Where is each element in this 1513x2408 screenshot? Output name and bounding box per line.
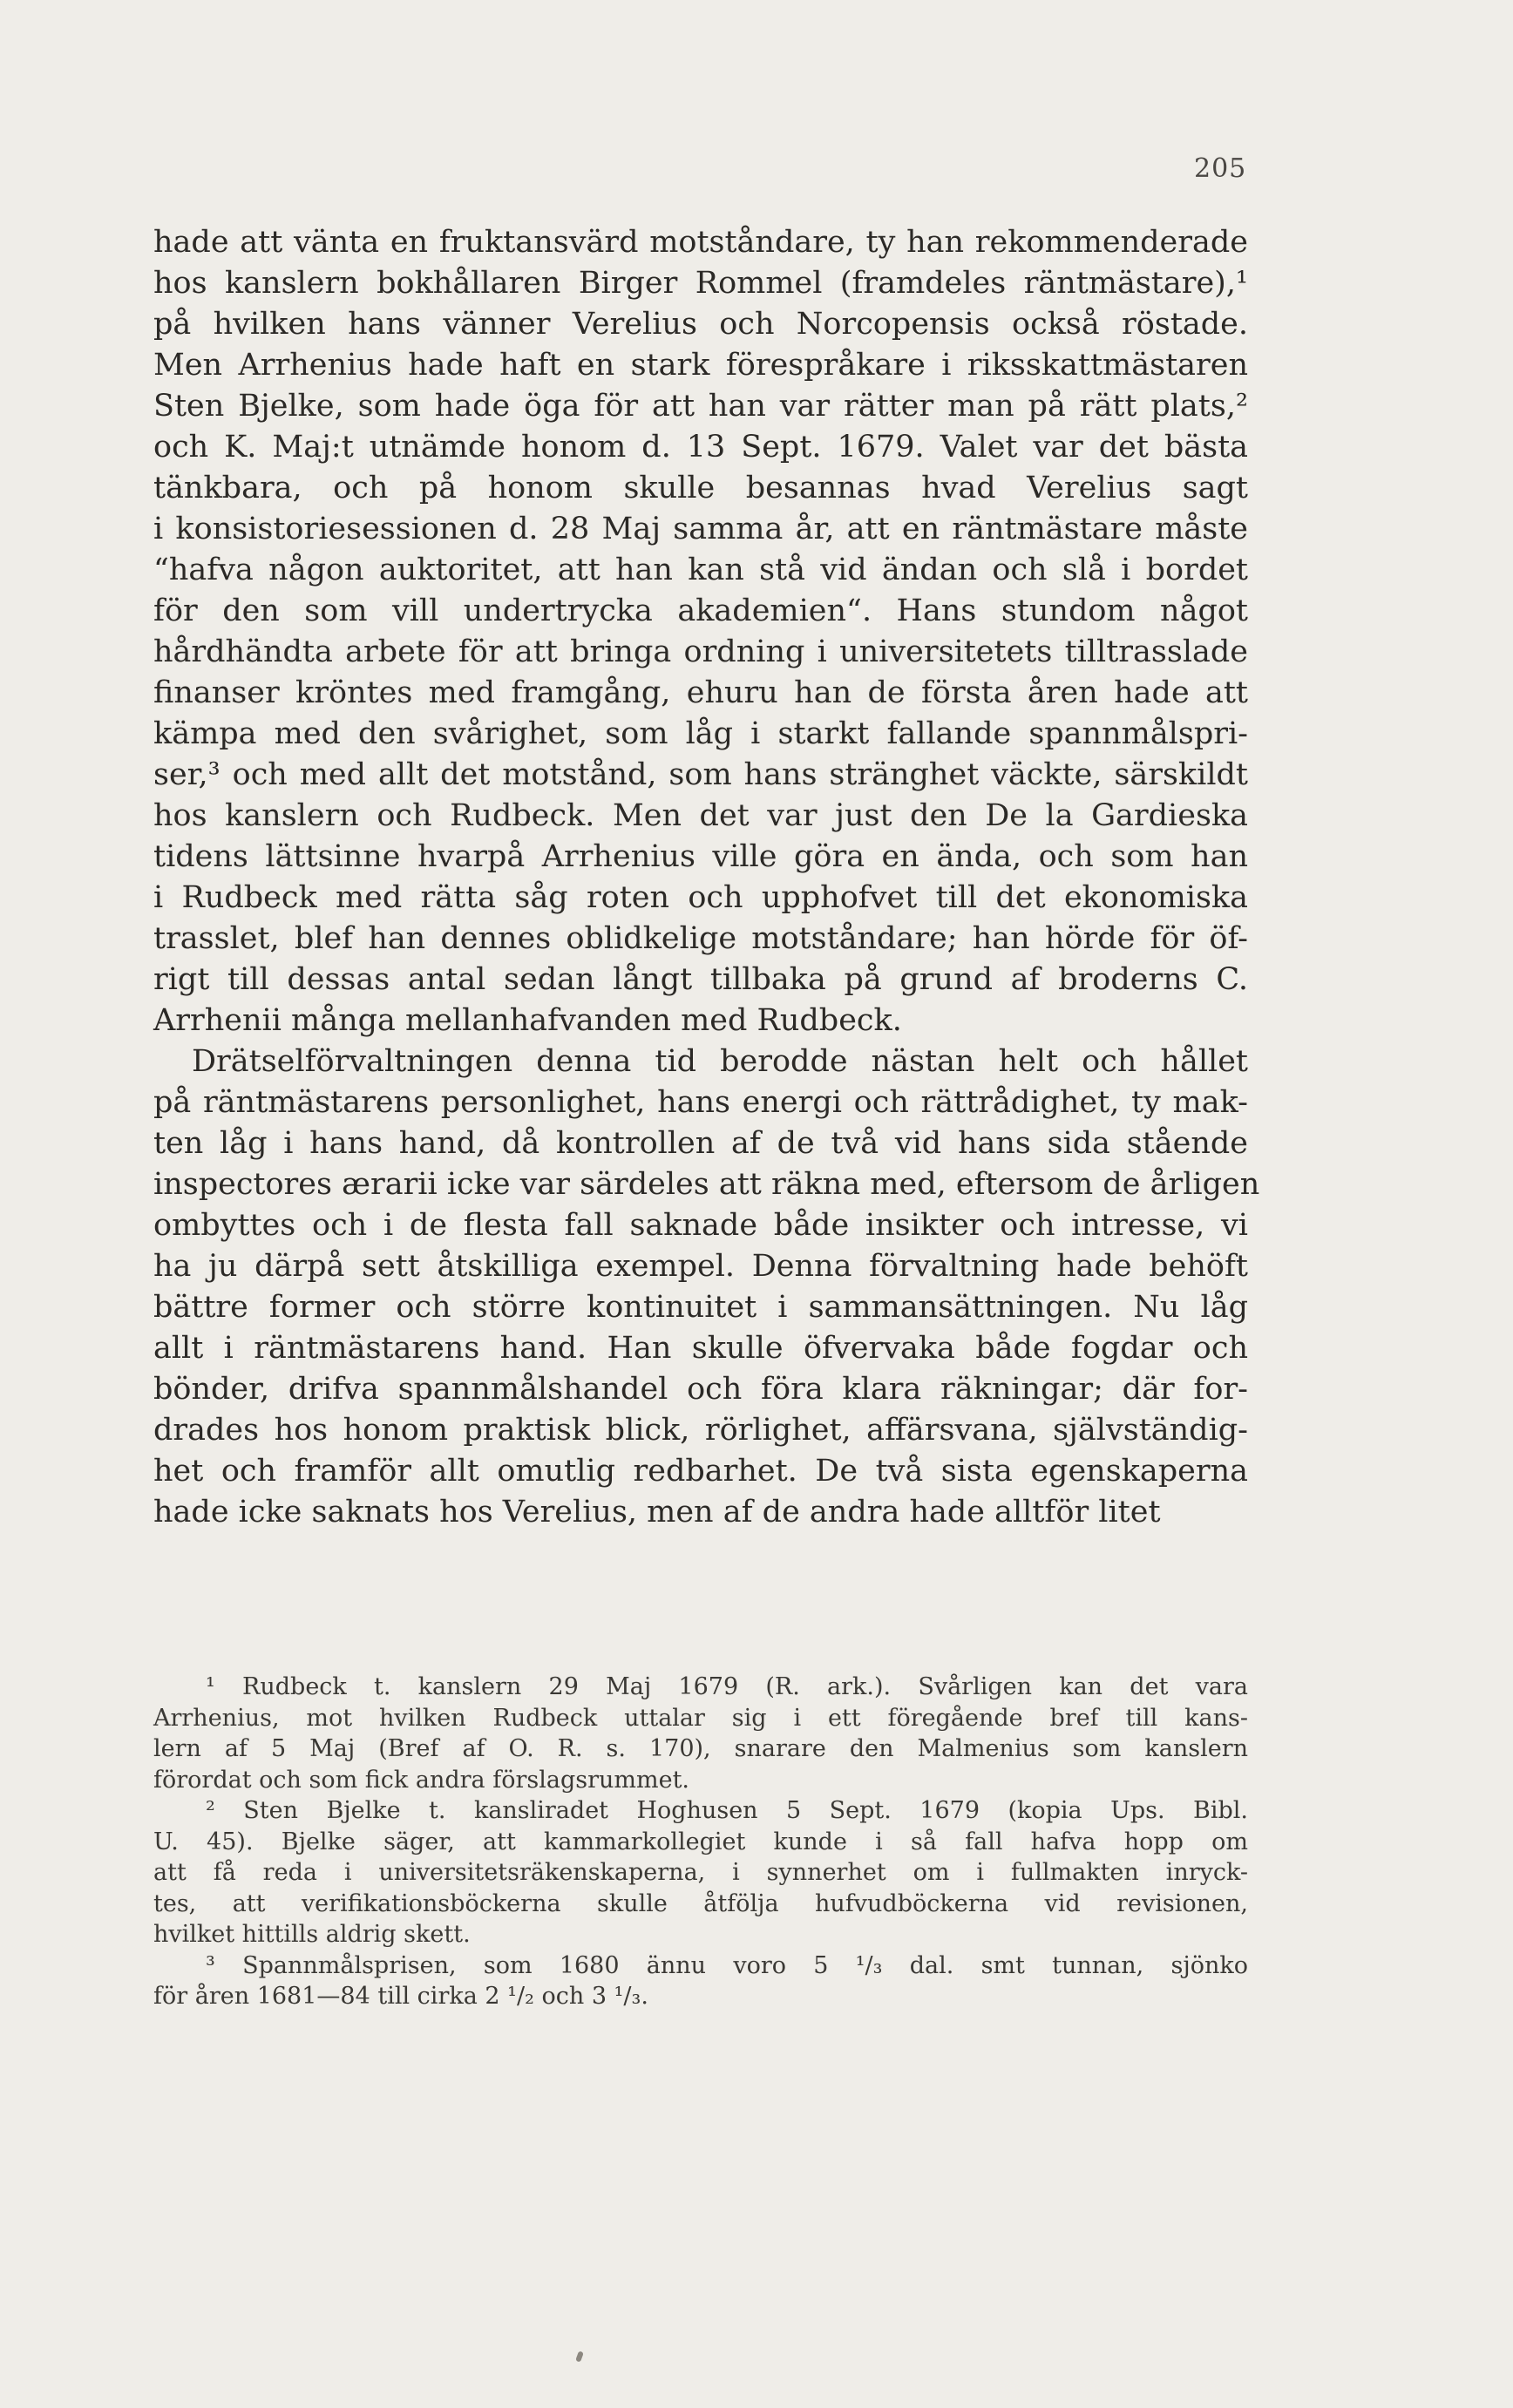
body-line: på räntmästarens personlighet, hans energi och rättrådighet, ty mak-: [153, 1085, 1248, 1120]
body-line: Arrhenii många mellanhafvanden med Rudbeck.: [153, 1003, 902, 1038]
body-line: bönder, drifva spannmålshandel och föra klara räkningar; där for-: [153, 1372, 1248, 1407]
footnote-line: Arrhenius, mot hvilken Rudbeck uttalar sig i ett föregående bref till kans-: [153, 1704, 1248, 1732]
body-line: Men Arrhenius hade haft en stark förespråkare i riksskattmästaren: [153, 348, 1248, 383]
body-line: allt i räntmästarens hand. Han skulle öfvervaka både fogdar och: [153, 1331, 1248, 1366]
footnote-line: lern af 5 Maj (Bref af O. R. s. 170), snarare den Malmenius som kanslern: [153, 1735, 1248, 1762]
page-number: 205: [1194, 153, 1247, 184]
footnotes: [153, 1672, 1248, 2012]
body-line: ten låg i hans hand, då kontrollen af de två vid hans sida stående: [153, 1126, 1248, 1161]
footnote-line: för åren 1681—84 till cirka 2 ¹/₂ och 3 ¹/₃.: [153, 1983, 648, 2010]
footnote-line: U. 45). Bjelke säger, att kammarkollegiet kunde i så fall hafva hopp om: [153, 1828, 1248, 1855]
body-line: rigt till dessas antal sedan långt tillbaka på grund af broderns C.: [153, 962, 1248, 997]
body-line: Drätselförvaltningen denna tid berodde nästan helt och hållet: [192, 1044, 1248, 1079]
footnote-line: ¹ Rudbeck t. kanslern 29 Maj 1679 (R. ark.). Svårligen kan det vara: [206, 1673, 1248, 1700]
body-line: hade att vänta en fruktansvärd motståndare, ty han rekommenderade: [153, 225, 1248, 260]
body-line: tänkbara, och på honom skulle besannas hvad Verelius sagt: [153, 471, 1248, 505]
body-line: Sten Bjelke, som hade öga för att han var rätter man på rätt plats,²: [153, 389, 1248, 424]
body-line: och K. Maj:t utnämde honom d. 13 Sept. 1679. Valet var det bästa: [153, 430, 1248, 465]
footnote-line: förordat och som fick andra förslagsrummet.: [153, 1766, 690, 1794]
body-line: “hafva någon auktoritet, att han kan stå vid ändan och slå i bordet: [153, 553, 1248, 587]
body-line: hårdhändta arbete för att bringa ordning i universitetets tilltrasslade: [153, 634, 1248, 669]
body-line: trasslet, blef han dennes oblidkelige motståndare; han hörde för öf-: [153, 921, 1248, 956]
body-line: kämpa med den svårighet, som låg i starkt fallande spannmålspri-: [153, 716, 1248, 751]
body-line: tidens lättsinne hvarpå Arrhenius ville göra en ända, och som han: [153, 839, 1248, 874]
paper-speck: [575, 2350, 584, 2362]
footnote-line: ² Sten Bjelke t. kansliradet Hoghusen 5 Sept. 1679 (kopia Ups. Bibl.: [206, 1797, 1248, 1824]
body-line: ser,³ och med allt det motstånd, som hans stränghet väckte, särskildt: [153, 757, 1248, 792]
body-line: het och framför allt omutlig redbarhet. De två sista egenskaperna: [153, 1454, 1248, 1489]
body-line: i Rudbeck med rätta såg roten och upphofvet till det ekonomiska: [153, 880, 1248, 915]
body-line: på hvilken hans vänner Verelius och Norcopensis också röstade.: [153, 307, 1248, 342]
footnote-line: tes, att verifikationsböckerna skulle åtfölja hufvudböckerna vid revisionen,: [153, 1889, 1248, 1917]
body-line: för den som vill undertrycka akademien“. Hans stundom något: [153, 594, 1248, 628]
body-line: hos kanslern bokhållaren Birger Rommel (framdeles räntmästare),¹: [153, 266, 1248, 301]
body-text: [153, 222, 1260, 1533]
footnote-line: att få reda i universitetsräkenskaperna, i synnerhet om i fullmakten inryck-: [153, 1859, 1248, 1886]
footnote-line: hvilket hittills aldrig skett.: [153, 1921, 471, 1948]
body-line: ha ju därpå sett åtskilliga exempel. Denna förvaltning hade behöft: [153, 1249, 1248, 1284]
body-line: bättre former och större kontinuitet i sammansättningen. Nu låg: [153, 1290, 1248, 1325]
body-line: hade icke saknats hos Verelius, men af de andra hade alltför litet: [153, 1495, 1161, 1530]
body-line: drades hos honom praktisk blick, rörlighet, affärsvana, självständig-: [153, 1413, 1248, 1448]
body-line: finanser kröntes med framgång, ehuru han de första åren hade att: [153, 675, 1248, 710]
body-line: ombyttes och i de flesta fall saknade både insikter och intresse, vi: [153, 1208, 1248, 1243]
body-line: i konsistoriesessionen d. 28 Maj samma år, att en räntmästare måste: [153, 512, 1248, 546]
body-line: hos kanslern och Rudbeck. Men det var just den De la Gardieska: [153, 798, 1248, 833]
body-line: inspectores ærarii icke var särdeles att räkna med, eftersom de årligen: [153, 1167, 1260, 1202]
footnote-line: ³ Spannmålsprisen, som 1680 ännu voro 5 ¹/₃ dal. smt tunnan, sjönko: [206, 1951, 1248, 1979]
